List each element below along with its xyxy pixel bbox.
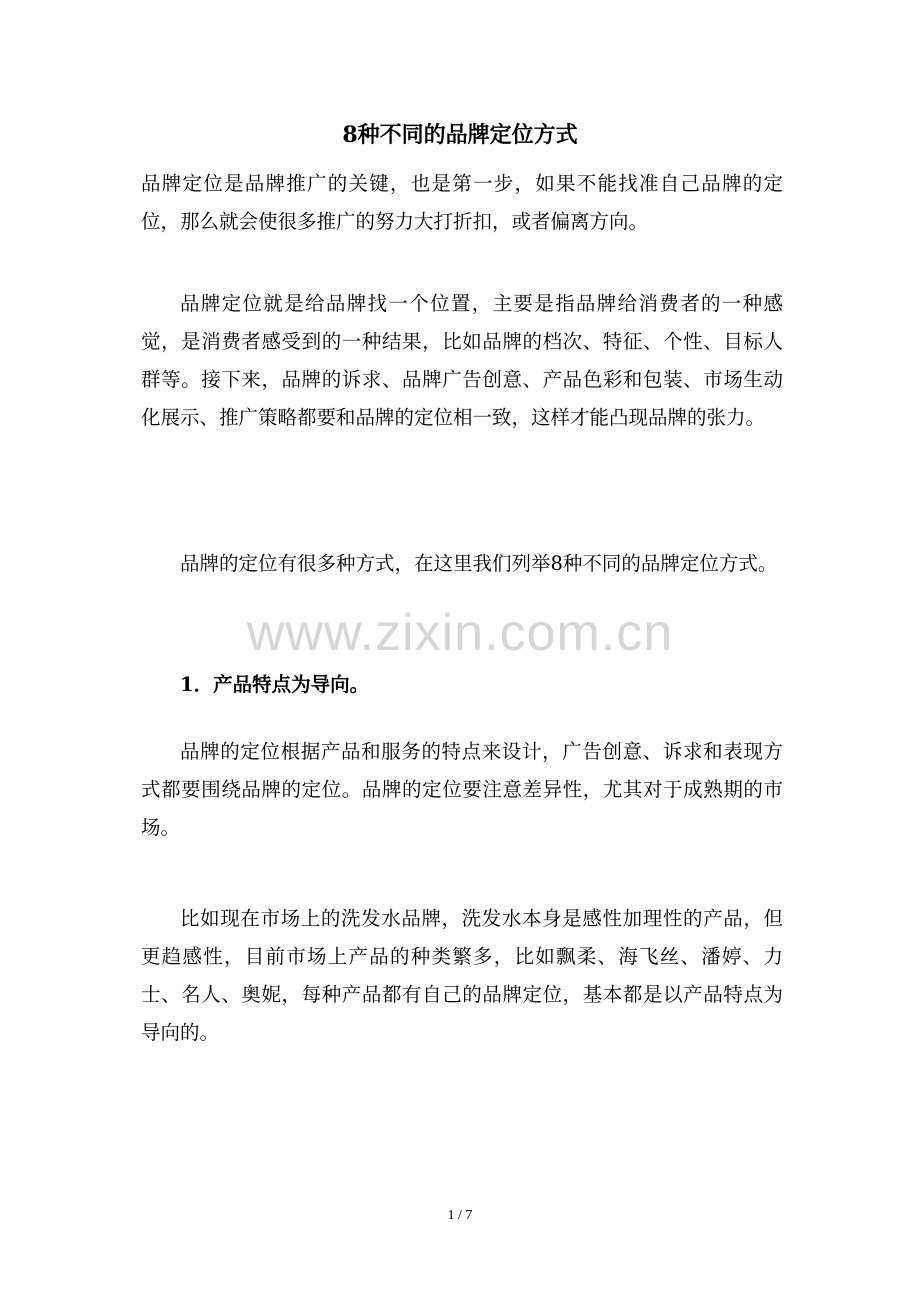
methods-intro-paragraph: 品牌的定位有很多种方式，在这里我们列举8种不同的品牌定位方式。: [180, 552, 778, 575]
watermark-text: www.zixin.com.cn: [246, 604, 674, 662]
section-1-paragraph-2: 比如现在市场上的洗发水品牌，洗发水本身是感性加理性的产品，但更趋感性，目前市场上产品的种类繁多，比如飘柔、海飞丝、潘婷、力士、名人、奥妮，每种产品都有自己的品牌定位，基本都是以产品特点为导向的。: [141, 907, 783, 1044]
section-heading-1: 1．产品特点为导向。: [180, 673, 370, 696]
page-number: 1 / 7: [447, 1208, 473, 1223]
section-1-paragraph-1: 品牌的定位根据产品和服务的特点来设计，广告创意、诉求和表现方式都要围绕品牌的定位。品牌的定位要注意差异性，尤其对于成熟期的市场。: [141, 740, 783, 839]
definition-paragraph: 品牌定位就是给品牌找一个位置，主要是指品牌给消费者的一种感觉，是消费者感受到的一种结果，比如品牌的档次、特征、个性、目标人群等。接下来，品牌的诉求、品牌广告创意、产品色彩和包装、市场生动化展示、推广策略都要和品牌的定位相一致，这样才能凸现品牌的张力。: [141, 292, 783, 429]
document-title: 8种不同的品牌定位方式: [342, 122, 578, 148]
intro-paragraph: 品牌定位是品牌推广的关键，也是第一步，如果不能找准自己品牌的定位，那么就会使很多推广的努力大打折扣，或者偏离方向。: [141, 172, 783, 233]
